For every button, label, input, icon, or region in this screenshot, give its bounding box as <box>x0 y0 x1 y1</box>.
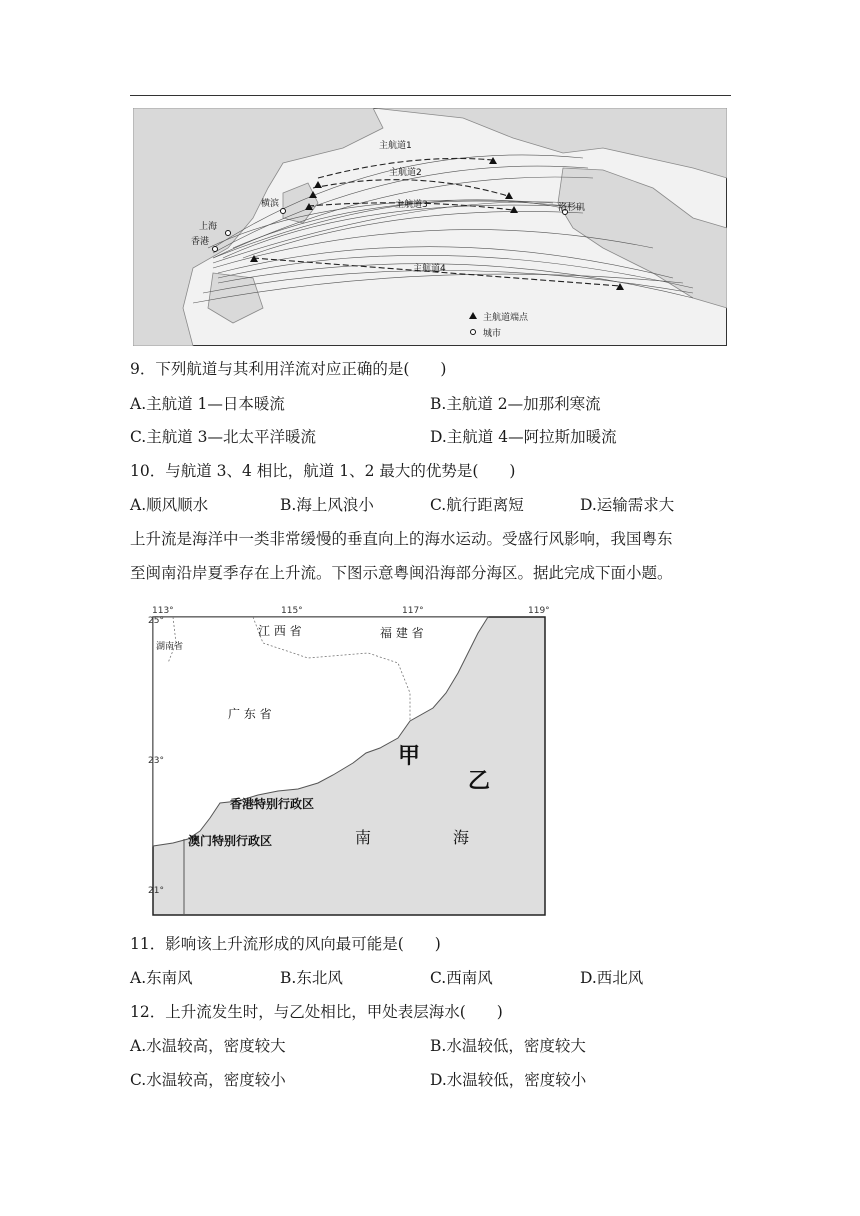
question-9-option-b[interactable]: B.主航道 2—加那利寒流 <box>430 395 601 413</box>
label-hk: 香港特别行政区 <box>230 797 315 811</box>
label-jia: 甲 <box>398 744 421 769</box>
question-11-stem: 11．影响该上升流形成的风向最可能是( ) <box>130 935 441 953</box>
question-11-option-b[interactable]: B.东北风 <box>280 969 343 987</box>
pacific-routes-map <box>133 108 727 346</box>
route3-label: 主航道3 <box>395 200 428 210</box>
question-12-stem: 12．上升流发生时，与乙处相比，甲处表层海水( ) <box>130 1003 503 1021</box>
label-nan: 南 <box>355 828 372 847</box>
label-hai: 海 <box>453 828 470 847</box>
lon-tick-119: 119° <box>528 606 550 616</box>
route4-label: 主航道4 <box>413 264 446 274</box>
route2-label: 主航道2 <box>389 168 422 178</box>
lat-tick-25: 25° <box>148 616 164 626</box>
lat-tick-23: 23° <box>148 756 164 766</box>
legend-city-label: 城市 <box>483 329 502 339</box>
question-11-option-d[interactable]: D.西北风 <box>580 969 644 987</box>
question-11-option-c[interactable]: C.西南风 <box>430 969 493 987</box>
question-9-stem: 9．下列航道与其利用洋流对应正确的是( ) <box>130 360 447 378</box>
question-10-option-d[interactable]: D.运输需求大 <box>580 496 675 514</box>
question-11-option-a[interactable]: A.东南风 <box>130 969 193 987</box>
coastal-map <box>148 603 550 917</box>
question-10-option-a[interactable]: A.顺风顺水 <box>130 496 209 514</box>
city-hongkong-label: 香港 <box>191 237 210 247</box>
legend-endpoint-label: 主航道端点 <box>483 313 529 323</box>
header-rule <box>130 95 731 96</box>
lon-tick-117: 117° <box>402 606 424 616</box>
question-12-option-a[interactable]: A.水温较高，密度较大 <box>130 1037 286 1055</box>
question-10-stem: 10．与航道 3、4 相比，航道 1、2 最大的优势是( ) <box>130 462 516 480</box>
question-10-option-c[interactable]: C.航行距离短 <box>430 496 524 514</box>
city-shanghai-label: 上海 <box>199 222 218 232</box>
lon-tick-113: 113° <box>152 606 174 616</box>
city-losangeles-label: 洛杉矶 <box>558 203 586 213</box>
lon-tick-115: 115° <box>281 606 303 616</box>
label-hunan: 湖南省 <box>156 642 184 652</box>
question-9-option-c[interactable]: C.主航道 3—北太平洋暖流 <box>130 428 317 446</box>
question-12-option-b[interactable]: B.水温较低，密度较大 <box>430 1037 586 1055</box>
question-9-option-d[interactable]: D.主航道 4—阿拉斯加暖流 <box>430 428 617 446</box>
city-yokohama-label: 横滨 <box>261 199 280 209</box>
question-12-option-d[interactable]: D.水温较低，密度较小 <box>430 1071 587 1089</box>
label-jiangxi: 江 西 省 <box>258 624 302 638</box>
lat-tick-21: 21° <box>148 886 164 896</box>
route1-label: 主航道1 <box>379 141 412 151</box>
question-9-option-a[interactable]: A.主航道 1—日本暖流 <box>130 395 285 413</box>
label-guangdong: 广 东 省 <box>228 707 272 721</box>
question-12-option-c[interactable]: C.水温较高，密度较小 <box>130 1071 286 1089</box>
intro-line-1: 上升流是海洋中一类非常缓慢的垂直向上的海水运动。受盛行风影响，我国粤东 <box>130 530 673 548</box>
label-macau: 澳门特别行政区 <box>188 834 273 848</box>
intro-line-2: 至闽南沿岸夏季存在上升流。下图示意粤闽沿海部分海区。据此完成下面小题。 <box>130 564 673 582</box>
label-fujian: 福 建 省 <box>380 626 424 640</box>
label-yi: 乙 <box>468 769 491 794</box>
question-10-option-b[interactable]: B.海上风浪小 <box>280 496 374 514</box>
